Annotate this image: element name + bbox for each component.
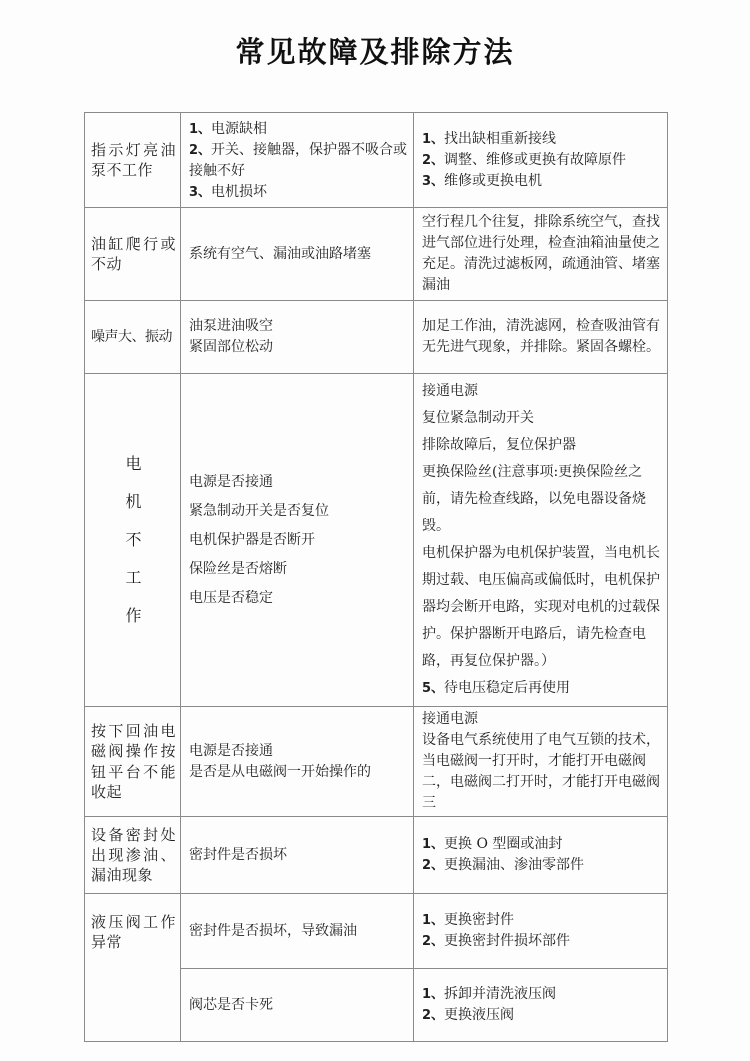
- list-item: [189, 497, 408, 526]
- solutions-cell: [414, 301, 668, 374]
- table-row: [85, 208, 668, 301]
- causes-cell: [181, 374, 414, 707]
- list-item: [189, 119, 408, 140]
- list-item: [422, 150, 662, 171]
- item-number: 3、: [422, 173, 445, 189]
- list-item: 密封件是否损坏，导致漏油: [189, 922, 357, 939]
- causes-cell: [181, 301, 414, 374]
- list-item: [422, 984, 662, 1005]
- item-text: 更换液压阀: [444, 1007, 515, 1023]
- solutions-cell: [414, 817, 668, 894]
- item-text: 系统有空气、漏油或油路堵塞: [189, 245, 371, 262]
- item-text: 电源是否接通: [189, 742, 273, 759]
- list-item: [189, 526, 408, 555]
- list-item: [189, 316, 408, 337]
- fault-char: 作: [125, 606, 142, 625]
- fault-char: 电: [125, 454, 142, 473]
- item-text: 更换密封件: [444, 912, 515, 928]
- item-number: 2、: [422, 934, 445, 949]
- fault-char: 不: [125, 530, 142, 549]
- solutions-cell: [414, 208, 668, 301]
- item-text: 排除故障后，复位保护器: [422, 437, 576, 453]
- item-text: 找出缺相重新接线: [444, 130, 557, 147]
- item-text: 电压是否稳定: [189, 589, 273, 606]
- table-row: [85, 113, 668, 208]
- fault-char: 工: [125, 568, 142, 587]
- table-row: [85, 707, 668, 817]
- item-number: 1、: [422, 913, 445, 928]
- fault-char: 机: [125, 492, 142, 511]
- fault-cell: 指示灯亮油泵不工作: [85, 113, 181, 208]
- page-title: 常见故障及排除方法: [235, 35, 515, 69]
- solutions-cell: [414, 707, 668, 817]
- item-text: 开关、接触器，保护器不吸合或接触不好: [189, 142, 408, 179]
- list-item: [189, 468, 408, 497]
- causes-cell: [181, 208, 414, 301]
- list-item: [189, 182, 408, 203]
- item-text: 紧急制动开关是否复位: [189, 502, 329, 519]
- solutions-cell: [414, 374, 668, 707]
- paragraph: [422, 378, 662, 405]
- item-text: 复位紧急制动开关: [422, 410, 534, 426]
- item-text: 更换漏油、渗油零部件: [444, 857, 585, 873]
- item-text: 电源缺相: [211, 121, 268, 137]
- paragraph: [422, 316, 662, 358]
- fault-cell: 噪声大、振动: [85, 301, 181, 374]
- item-text: 空行程几个往复，排除系统空气，查找进气部位进行处理，检查油箱油量使之充足。清洗过滤板网，疏通油管、堵塞漏油: [422, 214, 660, 293]
- fault-cell: 液压阀工作异常: [85, 894, 181, 1042]
- table-row: [85, 301, 668, 374]
- paragraph: [422, 540, 662, 675]
- list-item: [189, 741, 408, 762]
- paragraph: [422, 730, 662, 814]
- fault-cell: 设备密封处出现渗油、漏油现象: [85, 817, 181, 894]
- item-text: 加足工作油，清洗滤网，检查吸油管有无先进气现象，并排除。紧固各螺栓。: [422, 318, 660, 355]
- table-row: [85, 817, 668, 894]
- list-item: [189, 845, 408, 866]
- item-number: 5、: [422, 681, 445, 696]
- paragraph: [422, 675, 662, 702]
- list-item: [422, 1005, 662, 1026]
- causes-cell: [181, 707, 414, 817]
- list-item: [422, 171, 662, 192]
- fault-cell: 按下回油电磁阀操作按钮平台不能收起: [85, 707, 181, 817]
- item-number: 2、: [422, 858, 445, 873]
- solutions-cell: [414, 894, 668, 969]
- causes-cell: [181, 894, 414, 969]
- item-text: 接通电源: [422, 711, 478, 727]
- item-text: 电机损坏: [211, 184, 268, 200]
- list-item: [189, 584, 408, 613]
- item-number: 1、: [422, 987, 445, 1002]
- table-row: [85, 894, 668, 969]
- item-text: 设备电气系统使用了电气互锁的技术，当电磁阀一打开时，才能打开电磁阀二，电磁阀二打开时，才能打开电磁阀三: [422, 732, 660, 811]
- item-text: 接通电源: [422, 383, 478, 399]
- item-text: 维修或更换电机: [444, 172, 543, 189]
- item-text: 更换保险丝(注意事项:更换保险丝之前，请先检查线路，以免电器设备烧毁。: [422, 464, 646, 534]
- list-item: [189, 555, 408, 584]
- item-number: 2、: [422, 152, 445, 168]
- paragraph: [422, 432, 662, 459]
- item-text: 更换 O 型圈或油封: [444, 836, 563, 852]
- list-item: [422, 931, 662, 952]
- item-text: 保险丝是否熔断: [189, 560, 287, 577]
- item-text: 电机保护器为电机保护装置，当电机长期过载、电压偏高或偏低时，电机保护器均会断开电路，实现对电机的过载保护。保护器断开电路后，请先检查电路，再复位保护器。）: [422, 545, 660, 669]
- item-text: 拆卸并清洗液压阀: [444, 986, 557, 1002]
- item-text: 更换密封件损坏部件: [444, 933, 571, 949]
- list-item: [189, 140, 408, 182]
- list-item: [189, 762, 408, 783]
- item-text: 是否是从电磁阀一开始操作的: [189, 763, 371, 780]
- item-text: 电源是否接通: [189, 473, 273, 490]
- solutions-cell: [414, 969, 668, 1042]
- list-item: 阀芯是否卡死: [189, 996, 273, 1013]
- item-text: 密封件是否损坏: [189, 846, 287, 863]
- list-item: [422, 910, 662, 931]
- item-text: 油泵进油吸空: [189, 318, 273, 334]
- item-number: 2、: [422, 1008, 445, 1023]
- solutions-cell: [414, 113, 668, 208]
- item-number: 1、: [189, 122, 212, 137]
- paragraph: [422, 405, 662, 432]
- list-item: [422, 834, 662, 855]
- list-item: [422, 855, 662, 876]
- paragraph: [422, 212, 662, 296]
- list-item: [189, 244, 408, 265]
- fault-table: [84, 112, 668, 1042]
- paragraph: [422, 709, 662, 730]
- causes-cell: [181, 817, 414, 894]
- item-number: 2、: [189, 143, 212, 158]
- item-number: 1、: [422, 131, 445, 147]
- item-text: 待电压稳定后再使用: [444, 680, 571, 696]
- list-item: [422, 129, 662, 150]
- fault-cell: 油缸爬行或不动: [85, 208, 181, 301]
- causes-cell: [181, 969, 414, 1042]
- causes-cell: [181, 113, 414, 208]
- item-text: 紧固部位松动: [189, 339, 273, 355]
- item-text: 电机保护器是否断开: [189, 531, 315, 548]
- list-item: [189, 337, 408, 358]
- item-number: 1、: [422, 837, 445, 852]
- item-text: 调整、维修或更换有故障原件: [444, 151, 627, 168]
- table-row: [85, 374, 668, 707]
- item-number: 3、: [189, 185, 212, 200]
- fault-cell: [85, 374, 181, 707]
- paragraph: [422, 459, 662, 540]
